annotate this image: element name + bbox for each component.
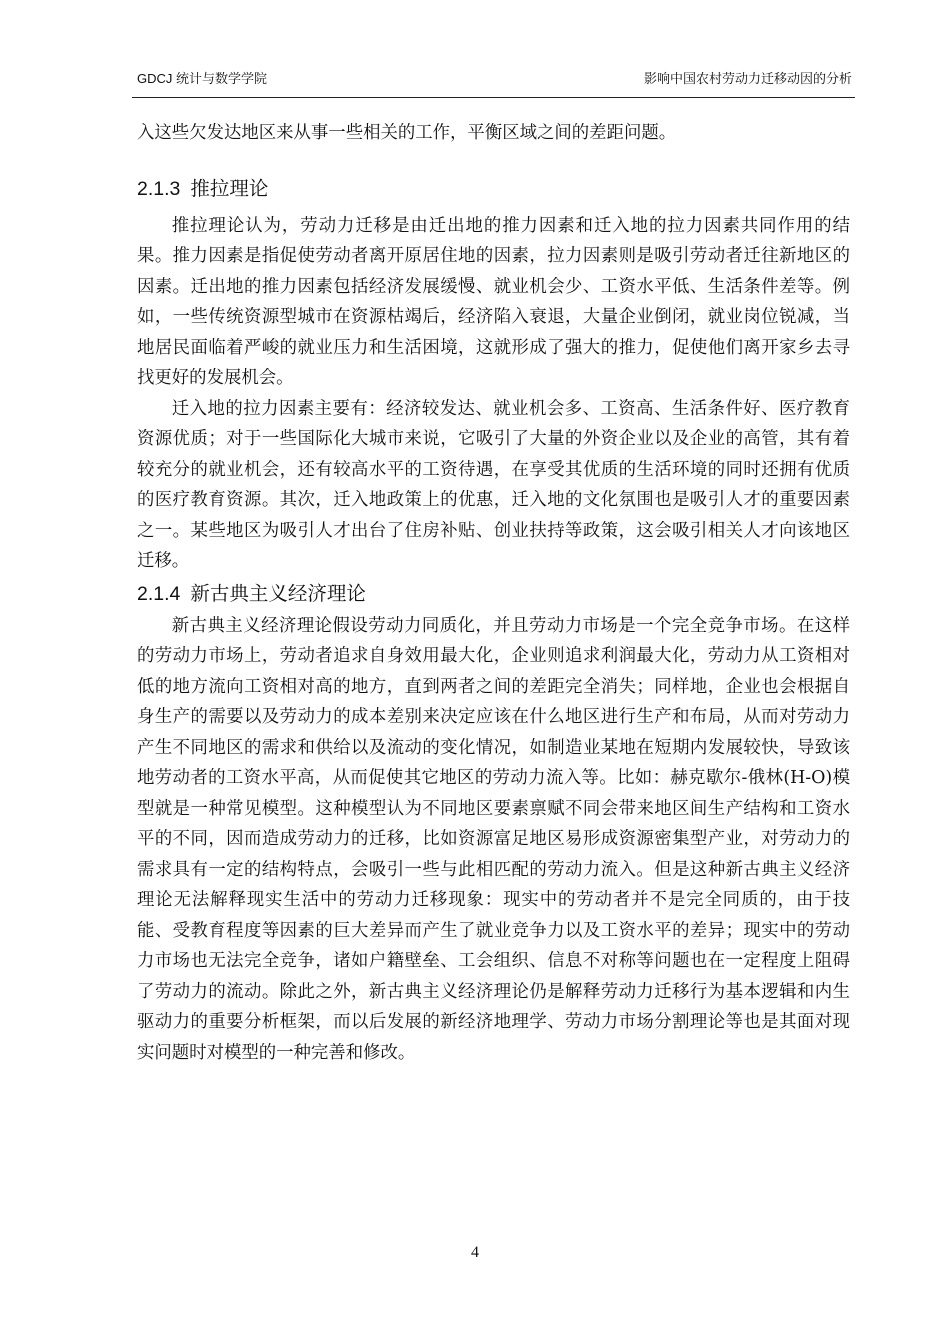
continuation-paragraph: 入这些欠发达地区来从事一些相关的工作，平衡区域之间的差距问题。 <box>137 123 677 143</box>
paragraph: 新古典主义经济理论假设劳动力同质化，并且劳动力市场是一个完全竞争市场。在这样的劳动力市场上，劳动者追求自身效用最大化，企业则追求利润最大化，劳动力从工资相对低的地方流向工资相对高的地方，直到两者之间的差距完全消失；同样地，企业也会根据自身生产的需要以及劳动力的成本差别来决定应该在什么地区进行生产和布局，从而对劳动力产生不同地区的需求和供给以及流动的变化情况，如制造业某地在短期内发展较快，导致该地劳动者的工资水平高，从而促使其它地区的劳动力流入等。比如：赫克歇尔-俄林(H-O)模型就是一种常见模型。这种模型认为不同地区要素禀赋不同会带来地区间生产结构和工资水平的不同，因而造成劳动力的迁移，比如资源富足地区易形成资源密集型产业，对劳动力的需求具有一定的结构特点，会吸引一些与此相匹配的劳动力流入。但是这种新古典主义经济理论无法解释现实生活中的劳动力迁移现象：现实中的劳动者并不是完全同质的，由于技能、受教育程度等因素的巨大差异而产生了就业竞争力以及工资水平的差异；现实中的劳动力市场也无法完全竞争，诸如户籍壁垒、工会组织、信息不对称等问题也在一定程度上阻碍了劳动力的流动。除此之外，新古典主义经济理论仍是解释劳动力迁移行为基本逻辑和内生驱动力的重要分析框架，而以后发展的新经济地理学、劳动力市场分割理论等也是其面对现实问题时对模型的一种完善和修改。 <box>137 615 850 1063</box>
body-text <box>137 118 850 1068</box>
section-number: 2.1.3 <box>137 177 181 200</box>
header-left-text: GDCJ 统计与数学学院 <box>137 71 268 86</box>
section-heading-2-1-4 <box>137 578 850 610</box>
page-number: 4 <box>471 1244 479 1261</box>
paragraph: 迁入地的拉力因素主要有：经济较发达、就业机会多、工资高、生活条件好、医疗教育资源优质；对于一些国际化大城市来说，它吸引了大量的外资企业以及企业的高管，其有着较充分的就业机会，还有较高水平的工资待遇，在享受其优质的生活环境的同时还拥有优质的医疗教育资源。其次，迁入地政策上的优惠，迁入地的文化氛围也是吸引人才的重要因素之一。某些地区为吸引人才出台了住房补贴、创业扶持等政策，这会吸引相关人才向该地区迁移。 <box>137 398 850 571</box>
section-heading-2-1-3 <box>137 173 850 205</box>
section-title: 新古典主义经济理论 <box>190 582 366 605</box>
header-rule <box>132 97 855 98</box>
section-title: 推拉理论 <box>190 177 269 200</box>
section-number: 2.1.4 <box>137 582 181 605</box>
header-right-text: 影响中国农村劳动力迁移动因的分析 <box>643 71 852 86</box>
paragraph: 推拉理论认为，劳动力迁移是由迁出地的推力因素和迁入地的拉力因素共同作用的结果。推力因素是指促使劳动者离开原居住地的因素，拉力因素则是吸引劳动者迁往新地区的因素。迁出地的推力因素包括经济发展缓慢、就业机会少、工资水平低、生活条件差等。例如，一些传统资源型城市在资源枯竭后，经济陷入衰退，大量企业倒闭，就业岗位锐减，当地居民面临着严峻的就业压力和生活困境，这就形成了强大的推力，促使他们离开家乡去寻找更好的发展机会。 <box>137 215 850 388</box>
